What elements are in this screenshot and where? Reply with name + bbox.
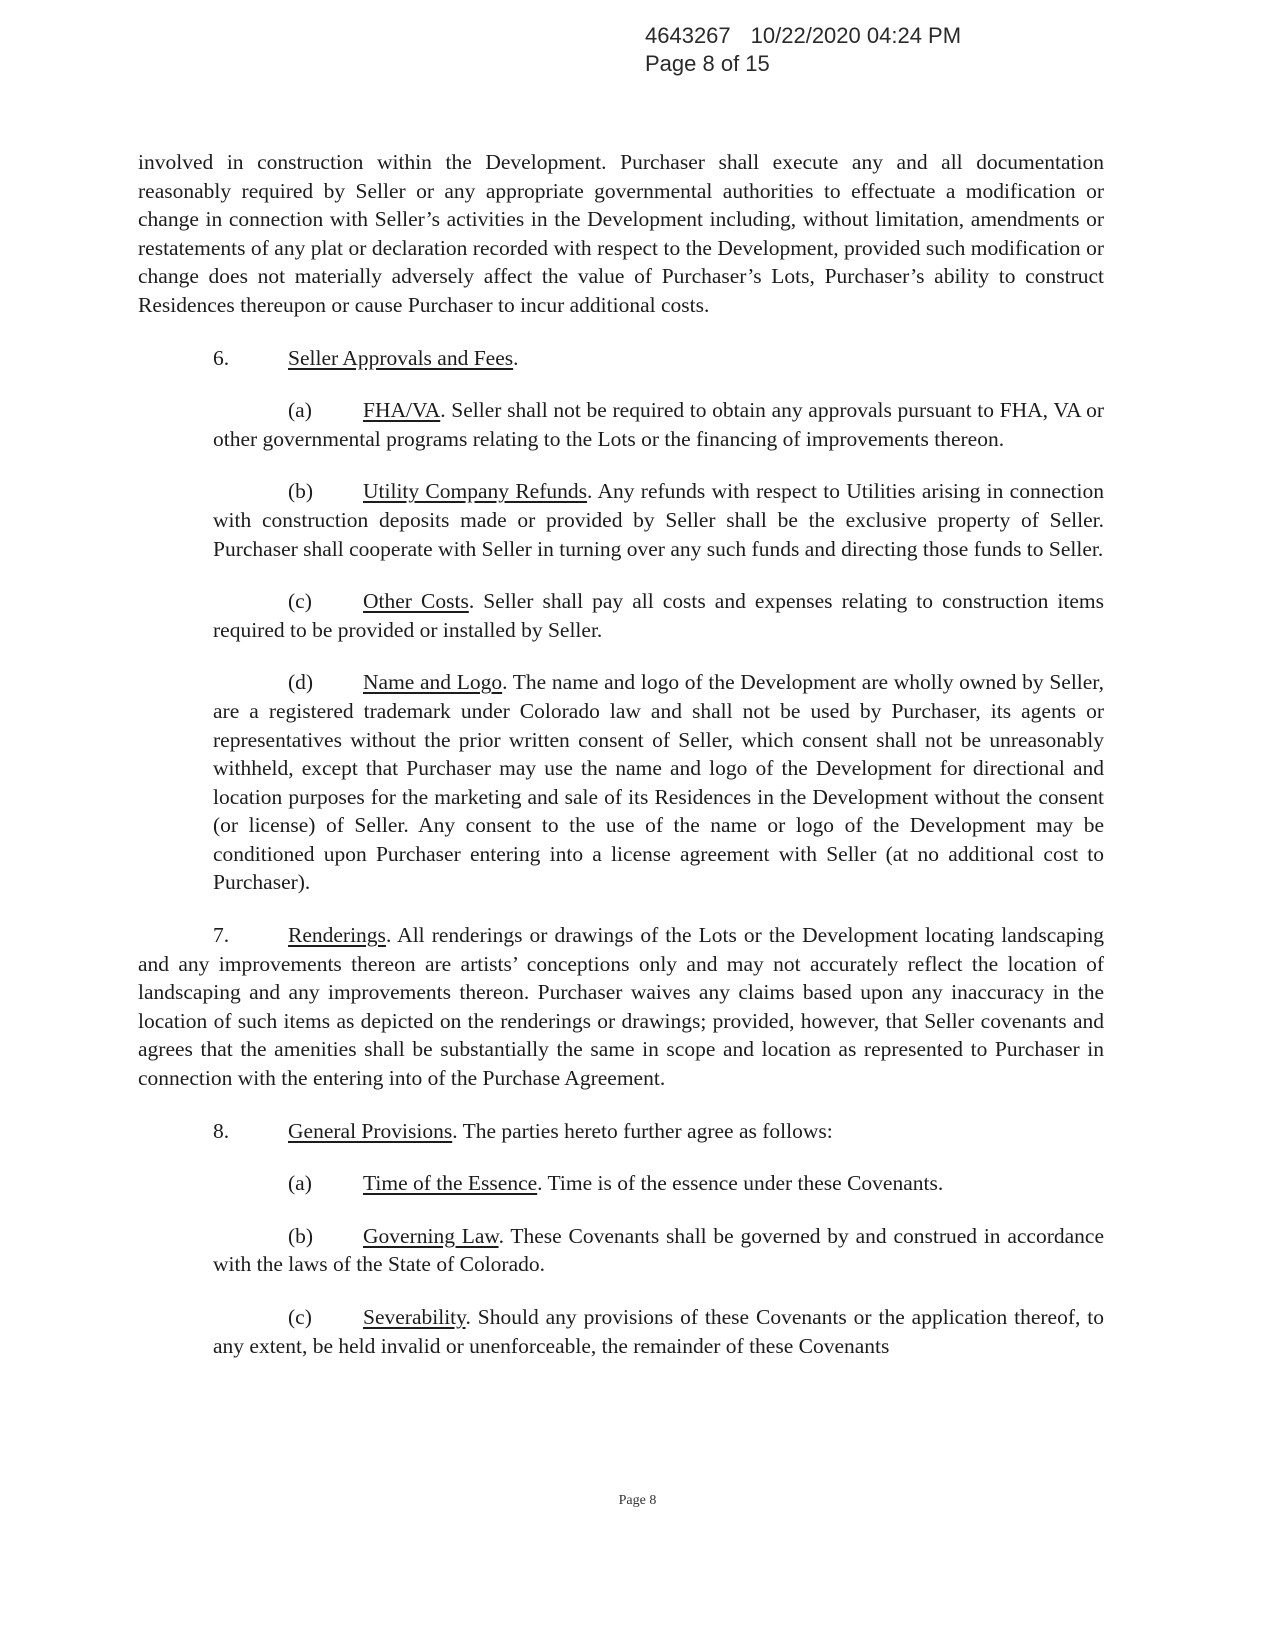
subsection-number: (b) xyxy=(288,1223,314,1248)
subsection-8b xyxy=(213,1222,1104,1279)
section-title: General Provisions xyxy=(288,1118,453,1143)
subsection-body: . Any refunds with respect to Utilities arising in connection with construction deposits made or provided by Seller shall be the exclusive property of Seller. Purchaser shall cooperate with Seller in turning over any such funds and directing those funds to Seller. xyxy=(213,479,1104,561)
intro-paragraph: involved in construction within the Development. Purchaser shall execute any and all documentation reasonably required by Seller or any appropriate governmental authorities to effectuate a modification or change in connection with Seller’s activities in the Development including, without limitation, amendments or restatements of any plat or declaration recorded with respect to the Development, provided such modification or change does not materially adversely affect the value of Purchaser’s Lots, Purchaser’s ability to construct Residences thereupon or cause Purchaser to incur additional costs. xyxy=(138,150,1104,317)
subsection-title: FHA/VA xyxy=(363,398,441,423)
subsection-title: Other Costs xyxy=(363,589,469,614)
subsection-title: Time of the Essence xyxy=(363,1171,538,1196)
section-6: 6. Seller Approvals and Fees. xyxy=(138,344,1104,373)
subsection-6d xyxy=(213,668,1104,897)
subsection-number: (d) xyxy=(288,670,314,695)
section-body: . All renderings or drawings of the Lots or the Development locating landscaping and any improvements thereon are artists’ conceptions only and may not accurately reflect the location of landscaping and any improvements thereon. Purchaser waives any claims based upon any inaccuracy in the location of such items as depicted on the renderings or drawings; provided, however, that Seller covenants and agrees that the amenities shall be substantially the same in scope and location as represented to Purchaser in connection with the entering into of the Purchase Agreement. xyxy=(138,923,1104,1091)
subsection-number: (a) xyxy=(288,1171,312,1196)
subsection-body: . Should any provisions of these Covenants or the application thereof, to any extent, be held invalid or unenforceable, the remainder of these Covenants xyxy=(213,1305,1104,1358)
subsection-number: (a) xyxy=(288,398,312,423)
subsection-8c xyxy=(213,1303,1104,1360)
section-body: . The parties hereto further agree as follows: xyxy=(452,1118,833,1143)
document-number: 4643267 xyxy=(645,23,731,48)
subsection-body: . The name and logo of the Development are wholly owned by Seller, are a registered trademark under Colorado law and shall not be used by Purchaser, its agents or representatives without the prior written consent of Seller, which consent shall not be unreasonably withheld, except that Purchaser may use the name and logo of the Development for directional and location purposes for the marketing and sale of its Residences in the Development without the consent (or license) of Seller. Any consent to the use of the name or logo of the Development may be conditioned upon Purchaser entering into a license agreement with Seller (at no additional cost to Purchaser). xyxy=(213,670,1104,895)
subsection-title: Utility Company Refunds xyxy=(363,479,587,504)
recording-datetime: 10/22/2020 04:24 PM xyxy=(750,23,962,48)
section-7 xyxy=(138,921,1104,1093)
subsection-body: . Seller shall not be required to obtain any approvals pursuant to FHA, VA or other governmental programs relating to the Lots or the financing of improvements thereon. xyxy=(213,398,1104,451)
document-body xyxy=(138,148,1104,1360)
subsection-6b xyxy=(213,477,1104,563)
subsection-8a xyxy=(213,1169,1104,1198)
subsection-number: (b) xyxy=(288,479,314,504)
subsection-body: . Time is of the essence under these Covenants. xyxy=(537,1171,944,1196)
section-number: 8. xyxy=(213,1118,230,1143)
subsection-title: Governing Law xyxy=(363,1223,499,1248)
subsection-title: Severability xyxy=(363,1305,466,1329)
subsection-body: . These Covenants shall be governed by and construed in accordance with the laws of the State of Colorado. xyxy=(213,1223,1105,1277)
subsection-6c xyxy=(213,587,1104,644)
subsection-title: Name and Logo xyxy=(363,670,503,695)
section-number: 6. xyxy=(213,345,230,370)
page-count: Page 8 of 15 xyxy=(645,51,770,76)
section-8 xyxy=(138,1117,1104,1146)
subsection-number: (c) xyxy=(288,589,312,614)
section-number: 7. xyxy=(213,923,230,948)
subsection-6a xyxy=(213,396,1104,453)
recording-stamp xyxy=(645,22,961,78)
subsection-body: . Seller shall pay all costs and expenses relating to construction items required to be provided or installed by Seller. xyxy=(213,589,1104,642)
section-title: Seller Approvals and Fees xyxy=(288,345,514,370)
stamp-line-1 xyxy=(645,22,961,50)
section-title: Renderings xyxy=(288,923,386,948)
subsection-number: (c) xyxy=(288,1305,312,1329)
page-footer: Page 8 xyxy=(618,1493,657,1508)
